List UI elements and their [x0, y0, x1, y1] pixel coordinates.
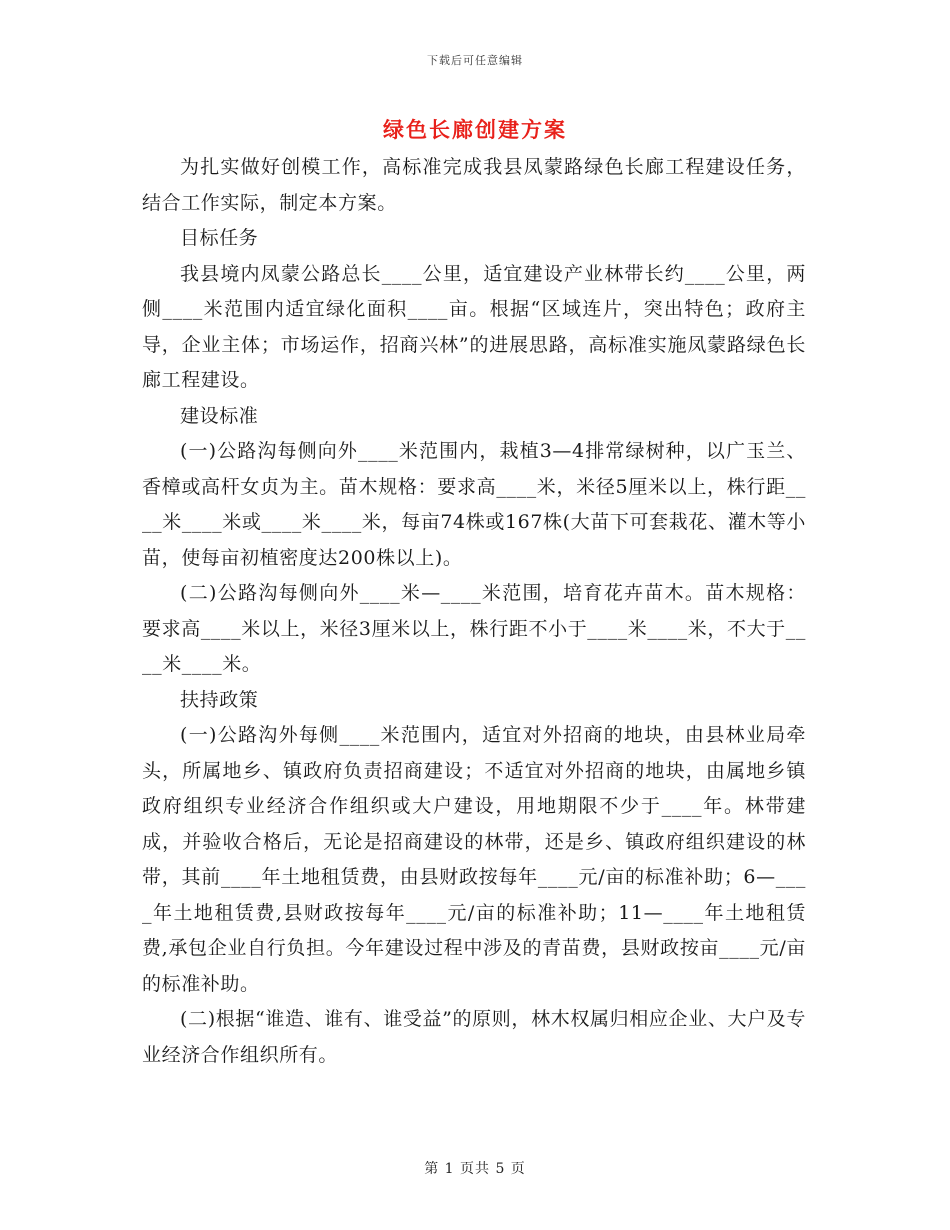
- document-body: [142, 150, 806, 1073]
- policy-paragraph-1: (一)公路沟外每侧____米范围内，适宜对外招商的地块，由县林业局牵头，所属地乡、镇政府负责招商建设；不适宜对外招商的地块，由属地乡镇政府组织专业经济合作组织或大户建设，用地期限不少于____年。林带建成，并验收合格后，无论是招商建设的林带，还是乡、镇政府组织建设的林带，其前____年土地租赁费，由县财政按每年____元/亩的标准补助；6—____年土地租赁费,县财政按每年____元/亩的标准补助；11—____年土地租赁费,承包企业自行负担。今年建设过程中涉及的青苗费，县财政按亩____元/亩的标准补助。: [142, 724, 806, 995]
- standards-paragraph-2: (二)公路沟每侧向外____米—____米范围，培育花卉苗木。苗木规格：要求高____米以上，米径3厘米以上，株行距不小于____米____米，不大于____米____米。: [142, 582, 806, 675]
- section-heading-goals: 目标任务: [180, 227, 259, 249]
- header-note: 下载后可任意编辑: [427, 54, 523, 67]
- goals-paragraph: 我县境内凤蒙公路总长____公里，适宜建设产业林带长约____公里，两侧____米范围内适宜绿化面积____亩。根据“区域连片，突出特色；政府主导，企业主体；市场运作，招商兴林”的进展思路，高标准实施凤蒙路绿色长廊工程建设。: [142, 262, 806, 391]
- policy-paragraph-2: (二)根据“谁造、谁有、谁受益”的原则，林木权属归相应企业、大户及专业经济合作组织所有。: [142, 1008, 806, 1066]
- page-number: 第 1 页共 5 页: [424, 1161, 526, 1177]
- section-heading-policy: 扶持政策: [180, 688, 259, 711]
- document-title: 绿色长廊创建方案: [383, 117, 567, 142]
- intro-paragraph: 为扎实做好创模工作，高标准完成我县凤蒙路绿色长廊工程建设任务，结合工作实际，制定本方案。: [142, 156, 806, 214]
- standards-paragraph-1: (一)公路沟每侧向外____米范围内，栽植3—4排常绿树种，以广玉兰、香樟或高杆女贞为主。苗木规格：要求高____米，米径5厘米以上，株行距____米____米或____米____米，每亩74株或167株(大苗下可套栽花、灌木等小苗，使每亩初植密度达200株以上)。: [142, 440, 806, 569]
- section-heading-standards: 建设标准: [180, 404, 259, 427]
